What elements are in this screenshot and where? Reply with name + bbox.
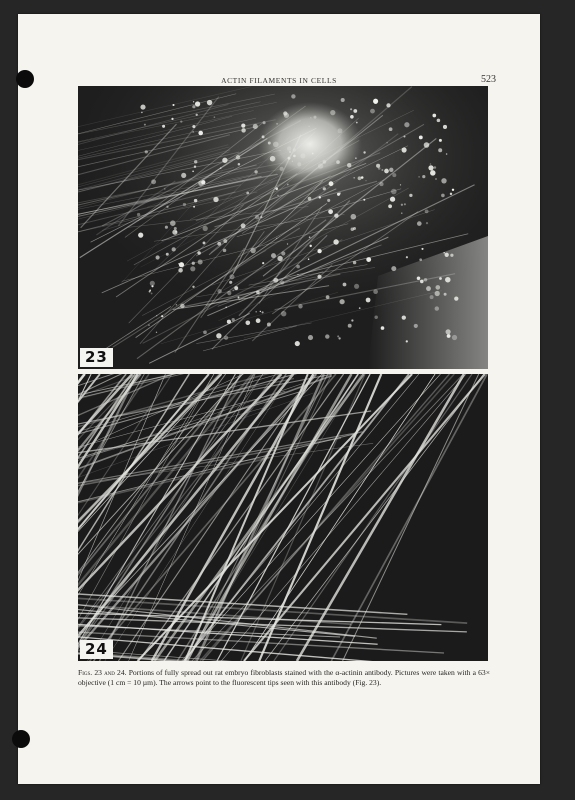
fluorescent-dot (445, 253, 449, 257)
fluorescent-dot (363, 199, 365, 201)
fluorescent-dot (444, 293, 447, 296)
fluorescent-dot (434, 166, 437, 169)
fluorescent-dot (450, 254, 453, 257)
fluorescent-dot (353, 109, 357, 113)
fluorescent-dot (281, 251, 285, 255)
fluorescent-dot (381, 169, 383, 171)
fluorescent-dot (454, 296, 458, 300)
fluorescent-dot (424, 142, 430, 148)
fluorescent-dot (447, 334, 451, 338)
fluorescent-dot (192, 170, 194, 172)
fluorescent-dot (400, 184, 401, 185)
fluorescent-dot (309, 236, 311, 238)
running-title: ACTIN FILAMENTS IN CELLS (221, 76, 337, 85)
fluorescent-dot (406, 256, 408, 258)
caption-text: Portions of fully spread out rat embryo fibroblasts stained with the α-actinin antibody. Pictures were taken with a 63× objective (1 cm = 10 µm). The arrows point to the fluorescent tips seen with this antibody (Fig. 23). (78, 668, 490, 687)
fluorescent-dot (353, 227, 356, 230)
fluorescent-dot (192, 131, 194, 133)
fluorescent-dot (148, 324, 150, 326)
fluorescent-dot (224, 336, 228, 340)
fluorescent-dot (373, 289, 378, 294)
fluorescent-dot (281, 311, 286, 316)
fluorescent-dot (164, 188, 166, 190)
fluorescent-dot (192, 286, 194, 288)
fluorescent-dot (183, 203, 186, 206)
fluorescent-dot (273, 278, 278, 283)
binder-hole-top (16, 70, 34, 88)
fluorescent-dot (348, 324, 352, 328)
fluorescent-dot (192, 262, 195, 265)
fluorescent-dot (207, 100, 212, 105)
fluorescent-dot (181, 263, 183, 265)
fluorescent-dot (430, 295, 434, 299)
fluorescent-dot (262, 262, 264, 264)
fluorescent-dot (365, 180, 366, 181)
fluorescent-dot (254, 170, 257, 173)
fluorescent-dot (190, 266, 195, 271)
fluorescent-dot (223, 249, 227, 253)
fluorescent-dot (381, 326, 385, 330)
fluorescent-dot (245, 320, 250, 325)
fluorescent-dot (193, 101, 194, 102)
fluorescent-dot (374, 100, 378, 104)
fluorescent-dot (417, 221, 422, 226)
fluorescent-dot (435, 285, 440, 290)
fluorescent-dot (175, 231, 177, 233)
fluorescent-dot (195, 101, 200, 106)
fluorescent-dot (450, 193, 452, 195)
fluorescent-dot (241, 128, 245, 132)
fluorescent-dot (317, 275, 321, 279)
fluorescent-dot (277, 195, 278, 196)
fluorescent-dot (280, 280, 284, 284)
fluorescent-dot (351, 319, 353, 321)
fluorescent-dot (165, 226, 168, 229)
fluorescent-dot (401, 212, 402, 213)
fluorescent-dot (435, 178, 436, 179)
fluorescent-dot (409, 194, 412, 197)
fluorescent-dot (217, 289, 222, 294)
fluorescent-dot (256, 318, 261, 323)
fluorescent-dot (250, 248, 255, 253)
fluorescent-dot (181, 173, 186, 178)
fluorescent-dot (196, 114, 198, 116)
fluorescent-dot (430, 163, 432, 165)
fluorescent-dot (229, 274, 234, 279)
fluorescent-dot (358, 176, 362, 180)
fluorescent-dot (353, 261, 356, 264)
fluorescent-dot (402, 315, 406, 319)
fluorescent-dot (343, 283, 347, 287)
binder-hole-bottom (12, 730, 30, 748)
fluorescent-dot (276, 238, 277, 239)
fluorescent-dot (295, 341, 300, 346)
fluorescent-dot (156, 315, 157, 316)
fluorescent-dot (225, 306, 227, 308)
fluorescent-dot (366, 257, 371, 262)
fluorescent-dot (255, 311, 257, 313)
fluorescent-dot (229, 281, 232, 284)
fluorescent-dot (241, 223, 246, 228)
fluorescent-dot (403, 135, 405, 137)
fluorescent-dot (441, 194, 445, 198)
fluorescent-dot (435, 291, 440, 296)
fluorescent-dot (203, 330, 207, 334)
fluorescent-dot (213, 197, 218, 202)
micrograph-24-image (78, 374, 488, 661)
fluorescent-dot (140, 105, 145, 110)
fluorescent-dot (353, 177, 355, 179)
figure-23-micrograph (78, 86, 488, 369)
fluorescent-dot (217, 242, 221, 246)
fluorescent-dot (452, 189, 454, 191)
fluorescent-dot (328, 209, 333, 214)
fluorescent-dot (424, 278, 428, 282)
figure-24-micrograph (78, 374, 488, 661)
fluorescent-dot (338, 337, 340, 339)
fluorescent-dot (389, 127, 393, 131)
fluorescent-dot (138, 232, 143, 237)
fluorescent-dot (256, 291, 260, 295)
fluorescent-dot (172, 247, 176, 251)
fluorescent-dot (417, 277, 421, 281)
fluorescent-dot (298, 304, 302, 308)
fluorescent-dot (214, 116, 216, 118)
fluorescent-dot (404, 203, 406, 205)
fluorescent-dot (421, 248, 423, 250)
fluorescent-dot (327, 199, 330, 202)
fluorescent-dot (452, 335, 457, 340)
fluorescent-dot (180, 120, 182, 122)
fluorescent-dot (308, 258, 310, 260)
fluorescent-dot (291, 94, 295, 98)
fluorescent-dot (260, 311, 261, 312)
fluorescent-dot (441, 178, 446, 183)
fluorescent-dot (308, 197, 312, 201)
fluorescent-dot (194, 160, 197, 163)
fluorescent-dot (392, 173, 396, 177)
fluorescent-dot (162, 125, 165, 128)
fluorescent-dot (402, 147, 407, 152)
fluorescent-dot (446, 329, 451, 334)
fluorescent-dot (308, 335, 313, 340)
fluorescent-dot (144, 124, 146, 126)
figure-24-label: 24 (80, 640, 113, 659)
fluorescent-dot (333, 239, 338, 244)
fluorescent-dot (149, 291, 151, 293)
fluorescent-dot (203, 226, 208, 231)
fluorescent-dot (287, 184, 289, 186)
fluorescent-dot (350, 108, 352, 110)
fluorescent-dot (432, 114, 436, 118)
fluorescent-dot (287, 243, 288, 244)
fluorescent-dot (193, 206, 195, 208)
fluorescent-dot (246, 192, 249, 195)
fluorescent-dot (428, 165, 433, 170)
fluorescent-dot (419, 258, 422, 261)
fluorescent-dot (180, 304, 185, 309)
fluorescent-dot (437, 119, 441, 123)
fluorescent-dot (151, 292, 153, 294)
fluorescent-dot (166, 206, 168, 208)
fluorescent-dot (194, 165, 196, 167)
fluorescent-dot (426, 222, 428, 224)
fluorescent-dot (351, 214, 357, 220)
fluorescent-dot (363, 151, 365, 153)
fluorescent-dot (374, 316, 377, 319)
fluorescent-dot (161, 315, 163, 317)
fluorescent-dot (391, 266, 396, 271)
fluorescent-dot (325, 334, 329, 338)
fluorescent-dot (194, 199, 197, 202)
fluorescent-dot (260, 216, 262, 218)
fluorescent-dot (241, 124, 245, 128)
fluorescent-dot (198, 131, 203, 136)
fluorescent-dot (425, 210, 429, 214)
fluorescent-dot (439, 139, 442, 142)
fluorescent-dot (384, 169, 389, 174)
fluorescent-dot (341, 98, 345, 102)
caption-figure-reference: Figs. 23 and 24. (78, 668, 127, 677)
fluorescent-dot (366, 298, 371, 303)
fluorescent-dot (326, 295, 330, 299)
fluorescent-dot (317, 249, 321, 253)
fluorescent-dot (296, 265, 300, 269)
fluorescent-dot (234, 286, 238, 290)
fluorescent-dot (192, 105, 195, 108)
fluorescent-dot (401, 204, 403, 206)
fluorescent-dot (419, 135, 423, 139)
fluorescent-dot (406, 340, 408, 342)
fluorescent-dot (443, 125, 447, 129)
fluorescent-dot (227, 320, 231, 324)
fluorescent-dot (151, 179, 156, 184)
fluorescent-dot (354, 284, 359, 289)
fluorescent-dot (339, 299, 344, 304)
fluorescent-dot (178, 263, 179, 264)
fluorescent-dot (267, 323, 271, 327)
fluorescent-dot (150, 281, 155, 286)
fluorescent-dot (238, 297, 240, 299)
fluorescent-dot (192, 125, 195, 128)
fluorescent-dot (420, 280, 424, 284)
fluorescent-dot (422, 175, 425, 178)
fluorescent-dot (386, 142, 387, 143)
fluorescent-dot (430, 170, 436, 176)
fluorescent-dot (171, 118, 173, 120)
fluorescent-dot (404, 122, 409, 127)
fluorescent-dot (197, 251, 201, 255)
fluorescent-dot (426, 286, 431, 291)
fluorescent-dot (319, 196, 321, 198)
fluorescent-dot (174, 227, 177, 230)
fluorescent-dot (388, 204, 392, 208)
fluorescent-dot (309, 245, 311, 247)
figure-23-label: 23 (80, 348, 113, 367)
fluorescent-dot (337, 335, 339, 337)
fluorescent-dot (443, 252, 445, 254)
fluorescent-dot (297, 274, 298, 275)
fluorescent-dot (238, 163, 241, 166)
fluorescent-dot (439, 277, 442, 280)
fluorescent-dot (378, 167, 381, 170)
fluorescent-dot (275, 187, 278, 190)
fluorescent-dot (390, 197, 395, 202)
fluorescent-dot (418, 176, 420, 178)
fluorescent-dot (203, 241, 206, 244)
fluorescent-dot (435, 306, 439, 310)
fluorescent-dot (137, 213, 140, 216)
fluorescent-dot (445, 277, 450, 282)
fluorescent-dot (414, 324, 418, 328)
fluorescent-dot (178, 268, 183, 273)
fluorescent-dot (323, 187, 326, 190)
fluorescent-dot (172, 104, 174, 106)
fluorescent-dot (236, 155, 241, 160)
fluorescent-dot (227, 291, 231, 295)
fluorescent-dot (223, 239, 227, 243)
fluorescent-dot (216, 333, 221, 338)
fluorescent-dot (356, 122, 358, 124)
fluorescent-dot (166, 253, 169, 256)
fluorescent-dot (145, 150, 148, 153)
fluorescent-dot (438, 148, 442, 152)
fluorescent-dot (389, 168, 393, 172)
fluorescent-dot (176, 304, 178, 306)
fluorescent-dot (141, 112, 143, 114)
fluorescent-dot (255, 215, 259, 219)
fluorescent-dot (446, 153, 448, 155)
fluorescent-dot (220, 167, 222, 169)
fluorescent-dot (386, 103, 390, 107)
fluorescent-dot (156, 332, 157, 333)
fluorescent-dot (170, 220, 176, 226)
figure-caption (78, 668, 490, 687)
page-number: 523 (481, 74, 496, 85)
fluorescent-dot (359, 307, 361, 309)
fluorescent-dot (379, 182, 383, 186)
fluorescent-dot (253, 124, 258, 129)
fluorescent-dot (262, 311, 264, 313)
fluorescent-dot (201, 180, 205, 184)
fluorescent-dot (339, 192, 341, 194)
fluorescent-dot (370, 109, 375, 114)
fluorescent-dot (334, 214, 338, 218)
fluorescent-dot (271, 253, 276, 258)
fluorescent-dot (277, 256, 282, 261)
fluorescent-dot (232, 290, 234, 292)
micrograph-23-image (78, 86, 488, 369)
fluorescent-dot (391, 189, 397, 195)
fluorescent-dot (222, 158, 227, 163)
fluorescent-dot (232, 318, 235, 321)
fluorescent-dot (198, 260, 203, 265)
fluorescent-dot (156, 255, 160, 259)
